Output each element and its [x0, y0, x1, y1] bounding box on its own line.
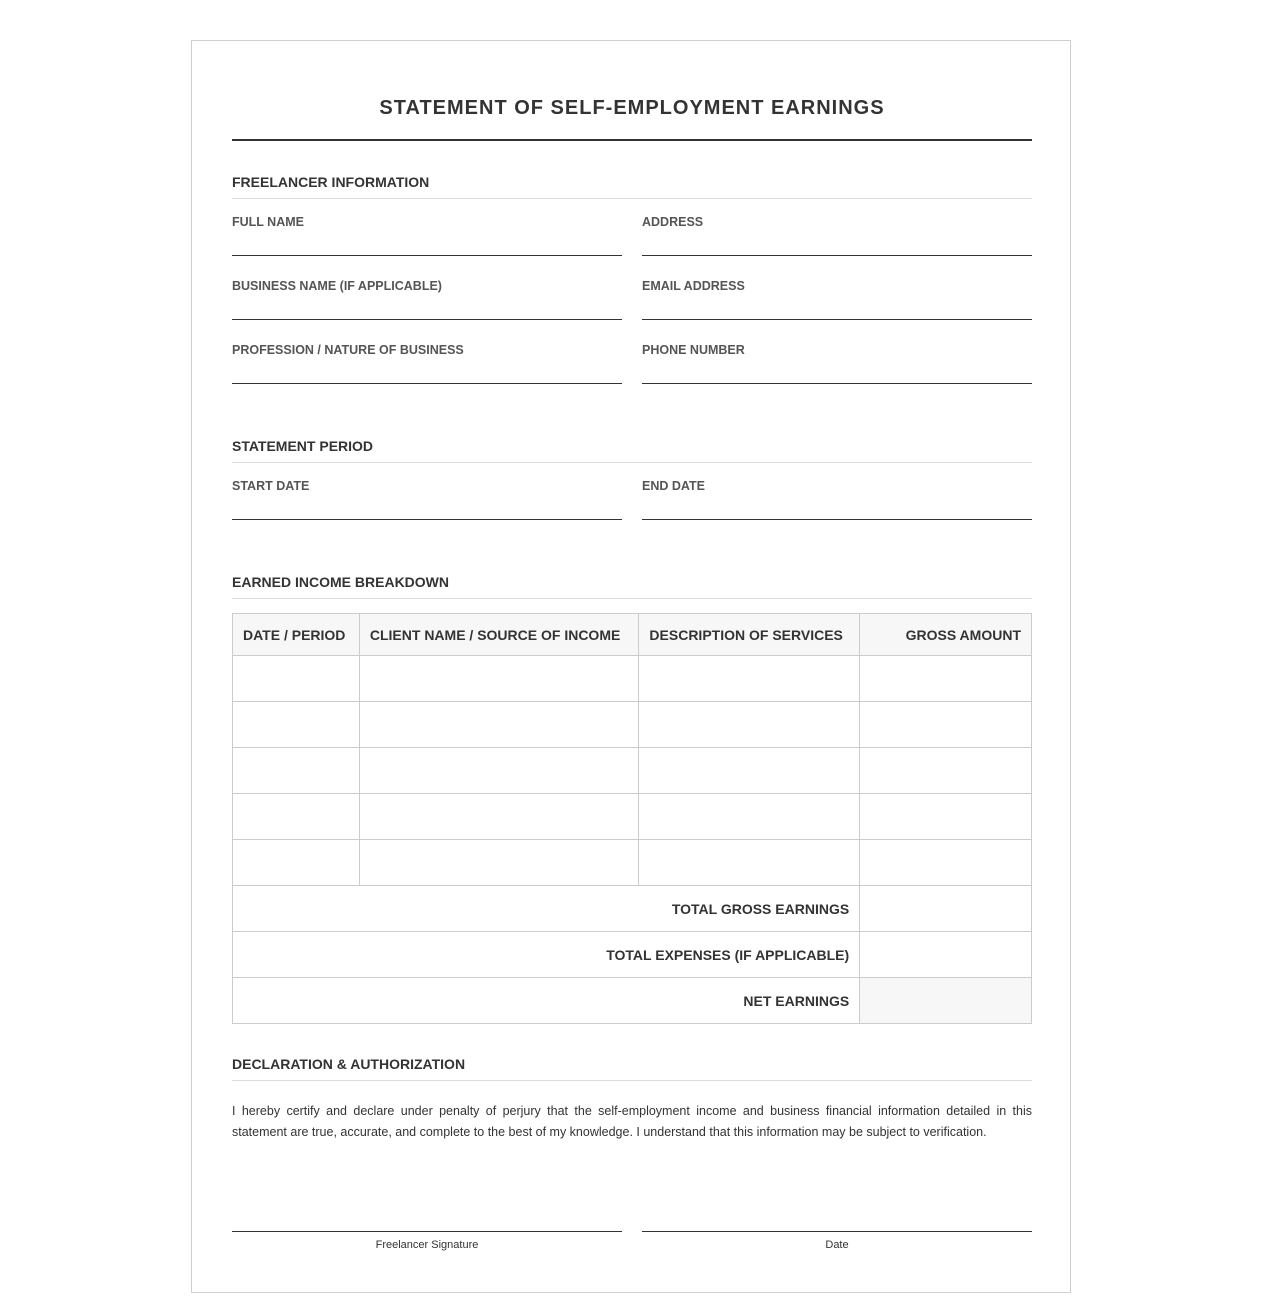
cell-date[interactable]: [233, 794, 360, 840]
net-earnings-value[interactable]: [860, 978, 1032, 1024]
total-expenses-row: [233, 932, 1032, 978]
total-gross-label: TOTAL GROSS EARNINGS: [233, 886, 860, 932]
address-field[interactable]: [642, 215, 1032, 229]
cell-client[interactable]: [359, 748, 639, 794]
table-row: [233, 702, 1032, 748]
form-page: [191, 40, 1071, 1293]
phone-label: PHONE NUMBER: [642, 343, 745, 357]
header-date-period: DATE / PERIOD: [233, 614, 360, 656]
business-name-line[interactable]: [232, 319, 622, 320]
cell-client[interactable]: [359, 702, 639, 748]
cell-client[interactable]: [359, 794, 639, 840]
header-gross-amount: GROSS AMOUNT: [860, 614, 1032, 656]
start-date-line[interactable]: [232, 519, 622, 520]
cell-client[interactable]: [359, 840, 639, 886]
header-client-name: CLIENT NAME / SOURCE OF INCOME: [359, 614, 639, 656]
profession-field[interactable]: [232, 343, 622, 357]
page-title: STATEMENT OF SELF-EMPLOYMENT EARNINGS: [379, 97, 885, 119]
email-line[interactable]: [642, 319, 1032, 320]
cell-description[interactable]: [639, 840, 860, 886]
start-date-field[interactable]: [232, 479, 622, 493]
cell-amount[interactable]: [860, 748, 1032, 794]
profession-line[interactable]: [232, 383, 622, 384]
section-title-income: EARNED INCOME BREAKDOWN: [232, 574, 1032, 599]
signature-block[interactable]: [232, 1231, 622, 1251]
date-block[interactable]: [642, 1231, 1032, 1251]
cell-description[interactable]: [639, 702, 860, 748]
cell-description[interactable]: [639, 794, 860, 840]
section-title-period: STATEMENT PERIOD: [232, 438, 1032, 463]
end-date-label: END DATE: [642, 479, 705, 493]
signature-label: Freelancer Signature: [375, 1239, 479, 1251]
net-earnings-row: [233, 978, 1032, 1024]
profession-label: PROFESSION / NATURE OF BUSINESS: [232, 343, 464, 357]
cell-date[interactable]: [233, 748, 360, 794]
cell-date[interactable]: [233, 702, 360, 748]
date-label: Date: [825, 1239, 849, 1251]
total-expenses-label: TOTAL EXPENSES (IF APPLICABLE): [233, 932, 860, 978]
business-name-field[interactable]: [232, 279, 622, 293]
total-gross-row: [233, 886, 1032, 932]
phone-field[interactable]: [642, 343, 1032, 357]
cell-description[interactable]: [639, 748, 860, 794]
full-name-line[interactable]: [232, 255, 622, 256]
full-name-field[interactable]: [232, 215, 622, 229]
signature-line[interactable]: [232, 1231, 622, 1232]
total-gross-value[interactable]: [860, 886, 1032, 932]
table-row: [233, 656, 1032, 702]
section-title-freelancer: FREELANCER INFORMATION: [232, 174, 1032, 199]
end-date-field[interactable]: [642, 479, 1032, 493]
table-row: [233, 748, 1032, 794]
net-earnings-label: NET EARNINGS: [233, 978, 860, 1024]
cell-date[interactable]: [233, 840, 360, 886]
header-description: DESCRIPTION OF SERVICES: [639, 614, 860, 656]
table-row: [233, 794, 1032, 840]
start-date-label: START DATE: [232, 479, 310, 493]
title-divider: [232, 139, 1032, 141]
cell-amount[interactable]: [860, 702, 1032, 748]
address-line[interactable]: [642, 255, 1032, 256]
cell-date[interactable]: [233, 656, 360, 702]
section-title-declaration: DECLARATION & AUTHORIZATION: [232, 1056, 1032, 1081]
address-label: ADDRESS: [642, 215, 704, 229]
date-line[interactable]: [642, 1231, 1032, 1232]
income-table: [232, 613, 1032, 1024]
phone-line[interactable]: [642, 383, 1032, 384]
cell-client[interactable]: [359, 656, 639, 702]
cell-amount[interactable]: [860, 840, 1032, 886]
end-date-line[interactable]: [642, 519, 1032, 520]
email-field[interactable]: [642, 279, 1032, 293]
cell-amount[interactable]: [860, 656, 1032, 702]
cell-amount[interactable]: [860, 794, 1032, 840]
business-name-label: BUSINESS NAME (IF APPLICABLE): [232, 279, 442, 293]
total-expenses-value[interactable]: [860, 932, 1032, 978]
cell-description[interactable]: [639, 656, 860, 702]
table-header-row: [233, 614, 1032, 656]
declaration-text: I hereby certify and declare under penalty of perjury that the self-employment income and business financial information detailed in this statement are true, accurate, and complete to the best of my knowledge. I understand that this information may be subject to verification.: [232, 1104, 1032, 1139]
full-name-label: FULL NAME: [232, 215, 304, 229]
email-label: EMAIL ADDRESS: [642, 279, 745, 293]
table-row: [233, 840, 1032, 886]
